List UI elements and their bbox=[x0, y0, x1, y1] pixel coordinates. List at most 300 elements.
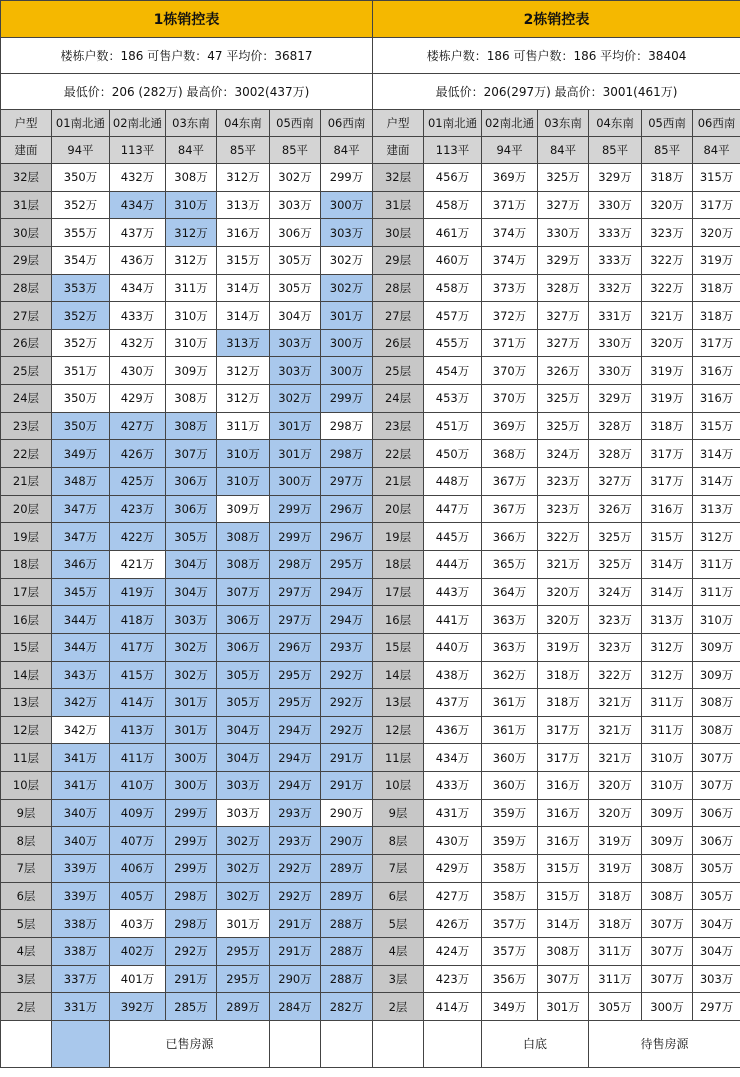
b2-price-cell: 454万 bbox=[424, 357, 482, 385]
b2-price-cell: 321万 bbox=[642, 302, 693, 330]
b1-price-cell: 331万 bbox=[52, 993, 110, 1021]
b2-price-cell: 358万 bbox=[482, 855, 538, 883]
b1-price-cell: 284万 bbox=[270, 993, 321, 1021]
b1-price-cell: 305万 bbox=[270, 246, 321, 274]
b1-price-cell: 301万 bbox=[217, 910, 270, 938]
b2-price-cell: 331万 bbox=[589, 302, 642, 330]
b2-price-cell: 318万 bbox=[693, 302, 740, 330]
floor-row bbox=[1, 827, 740, 855]
b2-price-cell: 319万 bbox=[642, 357, 693, 385]
b1-price-cell: 417万 bbox=[110, 633, 166, 661]
floor-label: 17层 bbox=[1, 578, 52, 606]
b1-price-cell: 303万 bbox=[270, 329, 321, 357]
b1-price-cell: 294万 bbox=[321, 578, 373, 606]
b1-price-cell: 415万 bbox=[110, 661, 166, 689]
floor-label: 18层 bbox=[373, 550, 424, 578]
b2-price-cell: 321万 bbox=[589, 689, 642, 717]
b1-price-cell: 429万 bbox=[110, 385, 166, 413]
b2-price-cell: 317万 bbox=[642, 468, 693, 496]
b2-price-cell: 323万 bbox=[589, 633, 642, 661]
b2-price-cell: 320万 bbox=[642, 191, 693, 219]
b1-price-cell: 289万 bbox=[321, 882, 373, 910]
b1-price-cell: 340万 bbox=[52, 799, 110, 827]
b1-price-cell: 292万 bbox=[321, 689, 373, 717]
b1-price-cell: 350万 bbox=[52, 164, 110, 192]
b1-unit: 03东南 bbox=[166, 110, 217, 137]
floor-label: 18层 bbox=[1, 550, 52, 578]
b2-price-cell: 307万 bbox=[642, 937, 693, 965]
b1-price-cell: 312万 bbox=[217, 357, 270, 385]
b2-price-cell: 318万 bbox=[589, 910, 642, 938]
b2-price-cell: 321万 bbox=[589, 716, 642, 744]
b1-price-cell: 295万 bbox=[217, 965, 270, 993]
b1-price-cell: 310万 bbox=[217, 468, 270, 496]
b2-price-cell: 315万 bbox=[538, 855, 589, 883]
b1-price-cell: 347万 bbox=[52, 523, 110, 551]
b1-price-cell: 392万 bbox=[110, 993, 166, 1021]
floor-label: 19层 bbox=[373, 523, 424, 551]
floor-row bbox=[1, 440, 740, 468]
b1-price-cell: 314万 bbox=[217, 302, 270, 330]
floor-row bbox=[1, 799, 740, 827]
b2-price-cell: 359万 bbox=[482, 827, 538, 855]
floor-label: 21层 bbox=[373, 468, 424, 496]
b2-price-cell: 363万 bbox=[482, 606, 538, 634]
b1-price-cell: 302万 bbox=[321, 246, 373, 274]
b2-price-cell: 372万 bbox=[482, 302, 538, 330]
b2-price-cell: 373万 bbox=[482, 274, 538, 302]
b2-price-cell: 306万 bbox=[693, 827, 740, 855]
legend-white-label: 白底 bbox=[482, 1020, 589, 1067]
b2-price-cell: 365万 bbox=[482, 550, 538, 578]
b1-unit: 06西南 bbox=[321, 110, 373, 137]
legend-sold-swatch bbox=[52, 1020, 110, 1067]
b2-price-cell: 437万 bbox=[424, 689, 482, 717]
b1-price-cell: 410万 bbox=[110, 772, 166, 800]
b2-price-cell: 304万 bbox=[693, 937, 740, 965]
b2-price-cell: 320万 bbox=[642, 329, 693, 357]
b2-price-cell: 329万 bbox=[589, 385, 642, 413]
floor-label: 21层 bbox=[1, 468, 52, 496]
b1-price-cell: 434万 bbox=[110, 191, 166, 219]
b1-area: 84平 bbox=[166, 137, 217, 164]
b2-price-cell: 327万 bbox=[538, 329, 589, 357]
floor-label: 22层 bbox=[1, 440, 52, 468]
b1-price-cell: 350万 bbox=[52, 385, 110, 413]
b1-price-cell: 303万 bbox=[217, 799, 270, 827]
b1-price-cell: 304万 bbox=[217, 716, 270, 744]
b2-price-cell: 324万 bbox=[589, 578, 642, 606]
b2-price-cell: 325万 bbox=[538, 164, 589, 192]
floor-row bbox=[1, 855, 740, 883]
floor-row bbox=[1, 633, 740, 661]
b2-price-cell: 330万 bbox=[589, 329, 642, 357]
b2-price-cell: 308万 bbox=[642, 855, 693, 883]
b2-price-cell: 451万 bbox=[424, 412, 482, 440]
b1-price-cell: 310万 bbox=[166, 302, 217, 330]
b2-price-cell: 361万 bbox=[482, 689, 538, 717]
b2-price-cell: 426万 bbox=[424, 910, 482, 938]
floor-label: 14层 bbox=[373, 661, 424, 689]
floor-label: 8层 bbox=[373, 827, 424, 855]
floor-row bbox=[1, 965, 740, 993]
b1-price-cell: 401万 bbox=[110, 965, 166, 993]
b2-price-cell: 307万 bbox=[642, 965, 693, 993]
b2-price-cell: 307万 bbox=[642, 910, 693, 938]
floor-label: 8层 bbox=[1, 827, 52, 855]
floor-label: 26层 bbox=[1, 329, 52, 357]
b1-area: 85平 bbox=[217, 137, 270, 164]
area-label: 建面 bbox=[373, 137, 424, 164]
b1-price-cell: 296万 bbox=[270, 633, 321, 661]
b2-price-cell: 318万 bbox=[589, 882, 642, 910]
floor-label: 6层 bbox=[1, 882, 52, 910]
b1-price-cell: 291万 bbox=[321, 772, 373, 800]
b2-price-cell: 328万 bbox=[538, 274, 589, 302]
floor-label: 3层 bbox=[373, 965, 424, 993]
b1-price-cell: 301万 bbox=[270, 412, 321, 440]
b1-price-cell: 306万 bbox=[166, 468, 217, 496]
b1-price-cell: 300万 bbox=[166, 744, 217, 772]
b1-price-cell: 310万 bbox=[217, 440, 270, 468]
floor-row bbox=[1, 993, 740, 1021]
legend-sold-label: 已售房源 bbox=[110, 1020, 270, 1067]
b2-price-cell: 308万 bbox=[642, 882, 693, 910]
floor-label: 11层 bbox=[1, 744, 52, 772]
b2-price-cell: 327万 bbox=[538, 302, 589, 330]
floor-row bbox=[1, 910, 740, 938]
b2-price-cell: 325万 bbox=[589, 523, 642, 551]
building1-price-range: 最低价：206 (282万) 最高价：3002(437万) bbox=[1, 74, 373, 110]
b1-price-cell: 426万 bbox=[110, 440, 166, 468]
b1-price-cell: 315万 bbox=[217, 246, 270, 274]
b1-price-cell: 292万 bbox=[321, 716, 373, 744]
b2-price-cell: 431万 bbox=[424, 799, 482, 827]
legend-blank bbox=[1, 1020, 52, 1067]
b2-price-cell: 315万 bbox=[693, 164, 740, 192]
b1-price-cell: 316万 bbox=[217, 219, 270, 247]
floor-label: 24层 bbox=[373, 385, 424, 413]
b2-price-cell: 323万 bbox=[589, 606, 642, 634]
b1-price-cell: 346万 bbox=[52, 550, 110, 578]
b1-price-cell: 312万 bbox=[217, 164, 270, 192]
b1-price-cell: 285万 bbox=[166, 993, 217, 1021]
b1-price-cell: 312万 bbox=[217, 385, 270, 413]
b1-price-cell: 406万 bbox=[110, 855, 166, 883]
b1-price-cell: 355万 bbox=[52, 219, 110, 247]
b1-price-cell: 403万 bbox=[110, 910, 166, 938]
floor-row bbox=[1, 274, 740, 302]
b2-price-cell: 323万 bbox=[538, 495, 589, 523]
floor-row bbox=[1, 412, 740, 440]
b2-price-cell: 461万 bbox=[424, 219, 482, 247]
b1-price-cell: 299万 bbox=[270, 523, 321, 551]
b1-price-cell: 411万 bbox=[110, 744, 166, 772]
b2-price-cell: 314万 bbox=[642, 578, 693, 606]
b1-price-cell: 303万 bbox=[166, 606, 217, 634]
area-label: 建面 bbox=[1, 137, 52, 164]
b2-area: 85平 bbox=[642, 137, 693, 164]
b2-price-cell: 309万 bbox=[693, 633, 740, 661]
b1-price-cell: 338万 bbox=[52, 937, 110, 965]
floor-row bbox=[1, 329, 740, 357]
b1-price-cell: 303万 bbox=[270, 357, 321, 385]
b2-price-cell: 330万 bbox=[589, 191, 642, 219]
b2-price-cell: 311万 bbox=[693, 550, 740, 578]
b2-price-cell: 325万 bbox=[538, 412, 589, 440]
legend-row bbox=[1, 1020, 740, 1067]
b1-price-cell: 308万 bbox=[217, 550, 270, 578]
b2-price-cell: 323万 bbox=[538, 468, 589, 496]
building1-summary: 楼栋户数：186 可售户数：47 平均价：36817 bbox=[1, 38, 373, 74]
b1-price-cell: 302万 bbox=[270, 385, 321, 413]
b1-price-cell: 350万 bbox=[52, 412, 110, 440]
b1-price-cell: 304万 bbox=[166, 550, 217, 578]
b1-price-cell: 423万 bbox=[110, 495, 166, 523]
b1-price-cell: 314万 bbox=[217, 274, 270, 302]
floor-row bbox=[1, 716, 740, 744]
b2-price-cell: 314万 bbox=[693, 468, 740, 496]
floor-label: 31层 bbox=[1, 191, 52, 219]
floor-label: 15层 bbox=[373, 633, 424, 661]
b2-price-cell: 453万 bbox=[424, 385, 482, 413]
b2-price-cell: 374万 bbox=[482, 219, 538, 247]
b1-price-cell: 342万 bbox=[52, 689, 110, 717]
unit-type-label: 户型 bbox=[1, 110, 52, 137]
b1-area: 94平 bbox=[52, 137, 110, 164]
b2-price-cell: 443万 bbox=[424, 578, 482, 606]
floor-label: 24层 bbox=[1, 385, 52, 413]
b2-price-cell: 369万 bbox=[482, 412, 538, 440]
b1-price-cell: 308万 bbox=[217, 523, 270, 551]
b1-price-cell: 302万 bbox=[166, 633, 217, 661]
b1-price-cell: 295万 bbox=[321, 550, 373, 578]
b1-price-cell: 295万 bbox=[270, 689, 321, 717]
floor-row bbox=[1, 385, 740, 413]
b2-price-cell: 319万 bbox=[589, 855, 642, 883]
b1-area: 85平 bbox=[270, 137, 321, 164]
b1-price-cell: 419万 bbox=[110, 578, 166, 606]
b1-price-cell: 303万 bbox=[217, 772, 270, 800]
b1-price-cell: 433万 bbox=[110, 302, 166, 330]
b2-area: 113平 bbox=[424, 137, 482, 164]
b1-price-cell: 290万 bbox=[270, 965, 321, 993]
building2-price-range: 最低价：206(297万) 最高价：3001(461万) bbox=[373, 74, 740, 110]
floor-label: 4层 bbox=[1, 937, 52, 965]
b1-price-cell: 351万 bbox=[52, 357, 110, 385]
floor-label: 12层 bbox=[373, 716, 424, 744]
b1-price-cell: 292万 bbox=[166, 937, 217, 965]
b2-price-cell: 316万 bbox=[538, 799, 589, 827]
floor-row bbox=[1, 661, 740, 689]
b2-price-cell: 457万 bbox=[424, 302, 482, 330]
b2-price-cell: 440万 bbox=[424, 633, 482, 661]
b2-price-cell: 316万 bbox=[538, 827, 589, 855]
b1-price-cell: 354万 bbox=[52, 246, 110, 274]
b2-price-cell: 320万 bbox=[693, 219, 740, 247]
b2-price-cell: 307万 bbox=[693, 772, 740, 800]
b2-price-cell: 329万 bbox=[589, 164, 642, 192]
b2-price-cell: 301万 bbox=[538, 993, 589, 1021]
b1-price-cell: 307万 bbox=[166, 440, 217, 468]
b2-price-cell: 307万 bbox=[693, 744, 740, 772]
floor-label: 32层 bbox=[1, 164, 52, 192]
b2-price-cell: 316万 bbox=[693, 385, 740, 413]
floor-label: 13层 bbox=[1, 689, 52, 717]
b1-price-cell: 308万 bbox=[166, 164, 217, 192]
building2-summary: 楼栋户数：186 可售户数：186 平均价：38404 bbox=[373, 38, 740, 74]
floor-row bbox=[1, 357, 740, 385]
b2-price-cell: 309万 bbox=[642, 799, 693, 827]
b2-price-cell: 312万 bbox=[693, 523, 740, 551]
b1-price-cell: 337万 bbox=[52, 965, 110, 993]
b2-price-cell: 303万 bbox=[693, 965, 740, 993]
b2-price-cell: 360万 bbox=[482, 744, 538, 772]
b1-price-cell: 306万 bbox=[217, 633, 270, 661]
b2-price-cell: 308万 bbox=[538, 937, 589, 965]
floor-row bbox=[1, 882, 740, 910]
b1-price-cell: 304万 bbox=[166, 578, 217, 606]
b2-price-cell: 318万 bbox=[538, 689, 589, 717]
b2-price-cell: 362万 bbox=[482, 661, 538, 689]
floor-label: 2层 bbox=[1, 993, 52, 1021]
b1-price-cell: 299万 bbox=[321, 385, 373, 413]
b2-price-cell: 460万 bbox=[424, 246, 482, 274]
b2-price-cell: 309万 bbox=[693, 661, 740, 689]
b1-price-cell: 303万 bbox=[321, 219, 373, 247]
b2-price-cell: 427万 bbox=[424, 882, 482, 910]
b2-price-cell: 358万 bbox=[482, 882, 538, 910]
b2-price-cell: 367万 bbox=[482, 468, 538, 496]
floor-row bbox=[1, 523, 740, 551]
b2-price-cell: 300万 bbox=[642, 993, 693, 1021]
b2-price-cell: 304万 bbox=[693, 910, 740, 938]
b2-price-cell: 414万 bbox=[424, 993, 482, 1021]
b2-price-cell: 450万 bbox=[424, 440, 482, 468]
floor-label: 23层 bbox=[373, 412, 424, 440]
b1-price-cell: 312万 bbox=[166, 246, 217, 274]
b1-price-cell: 304万 bbox=[217, 744, 270, 772]
b2-price-cell: 326万 bbox=[589, 495, 642, 523]
b1-price-cell: 339万 bbox=[52, 882, 110, 910]
b1-price-cell: 310万 bbox=[166, 329, 217, 357]
b2-price-cell: 326万 bbox=[538, 357, 589, 385]
b2-price-cell: 328万 bbox=[589, 412, 642, 440]
floor-label: 11层 bbox=[373, 744, 424, 772]
b2-price-cell: 315万 bbox=[642, 523, 693, 551]
b2-price-cell: 364万 bbox=[482, 578, 538, 606]
b1-price-cell: 302万 bbox=[321, 274, 373, 302]
b1-price-cell: 297万 bbox=[270, 578, 321, 606]
b2-price-cell: 356万 bbox=[482, 965, 538, 993]
b2-price-cell: 357万 bbox=[482, 937, 538, 965]
b1-price-cell: 413万 bbox=[110, 716, 166, 744]
b1-price-cell: 311万 bbox=[166, 274, 217, 302]
b2-price-cell: 320万 bbox=[538, 606, 589, 634]
b2-price-cell: 318万 bbox=[693, 274, 740, 302]
b2-price-cell: 327万 bbox=[589, 468, 642, 496]
b1-price-cell: 291万 bbox=[321, 744, 373, 772]
floor-row bbox=[1, 689, 740, 717]
b2-area: 84平 bbox=[538, 137, 589, 164]
b2-price-cell: 319万 bbox=[693, 246, 740, 274]
b2-price-cell: 327万 bbox=[538, 191, 589, 219]
b1-price-cell: 344万 bbox=[52, 606, 110, 634]
floor-row bbox=[1, 578, 740, 606]
b2-unit: 06西南 bbox=[693, 110, 740, 137]
b1-price-cell: 436万 bbox=[110, 246, 166, 274]
b2-price-cell: 311万 bbox=[693, 578, 740, 606]
b2-price-cell: 322万 bbox=[642, 246, 693, 274]
b2-price-cell: 434万 bbox=[424, 744, 482, 772]
floor-label: 26层 bbox=[373, 329, 424, 357]
b2-price-cell: 328万 bbox=[589, 440, 642, 468]
floor-row bbox=[1, 744, 740, 772]
b1-price-cell: 341万 bbox=[52, 772, 110, 800]
floor-label: 16层 bbox=[373, 606, 424, 634]
b1-price-cell: 298万 bbox=[321, 440, 373, 468]
b2-price-cell: 458万 bbox=[424, 191, 482, 219]
b1-price-cell: 289万 bbox=[321, 855, 373, 883]
b2-price-cell: 360万 bbox=[482, 772, 538, 800]
b2-price-cell: 317万 bbox=[693, 191, 740, 219]
b2-price-cell: 448万 bbox=[424, 468, 482, 496]
floor-label: 15层 bbox=[1, 633, 52, 661]
b1-price-cell: 291万 bbox=[166, 965, 217, 993]
b1-price-cell: 302万 bbox=[217, 827, 270, 855]
b1-price-cell: 300万 bbox=[166, 772, 217, 800]
b1-price-cell: 422万 bbox=[110, 523, 166, 551]
b1-price-cell: 288万 bbox=[321, 910, 373, 938]
b2-price-cell: 330万 bbox=[538, 219, 589, 247]
b2-price-cell: 297万 bbox=[693, 993, 740, 1021]
b2-price-cell: 310万 bbox=[642, 772, 693, 800]
b2-price-cell: 319万 bbox=[642, 385, 693, 413]
floor-label: 16层 bbox=[1, 606, 52, 634]
floor-label: 10层 bbox=[373, 772, 424, 800]
b2-price-cell: 317万 bbox=[693, 329, 740, 357]
b2-price-cell: 308万 bbox=[693, 689, 740, 717]
b1-price-cell: 305万 bbox=[270, 274, 321, 302]
b2-price-cell: 321万 bbox=[589, 744, 642, 772]
b1-price-cell: 352万 bbox=[52, 302, 110, 330]
b1-price-cell: 300万 bbox=[270, 468, 321, 496]
b1-price-cell: 304万 bbox=[270, 302, 321, 330]
b2-price-cell: 315万 bbox=[538, 882, 589, 910]
b1-price-cell: 305万 bbox=[217, 689, 270, 717]
b1-price-cell: 307万 bbox=[217, 578, 270, 606]
legend-blank bbox=[424, 1020, 482, 1067]
b1-price-cell: 289万 bbox=[217, 993, 270, 1021]
floor-label: 9层 bbox=[1, 799, 52, 827]
b1-price-cell: 421万 bbox=[110, 550, 166, 578]
b1-price-cell: 282万 bbox=[321, 993, 373, 1021]
floor-row bbox=[1, 495, 740, 523]
b1-price-cell: 299万 bbox=[166, 855, 217, 883]
b2-price-cell: 314万 bbox=[538, 910, 589, 938]
b1-price-cell: 409万 bbox=[110, 799, 166, 827]
floor-label: 28层 bbox=[373, 274, 424, 302]
floor-label: 7层 bbox=[373, 855, 424, 883]
b2-price-cell: 316万 bbox=[538, 772, 589, 800]
b2-price-cell: 424万 bbox=[424, 937, 482, 965]
legend-pending-label: 待售房源 bbox=[589, 1020, 740, 1067]
b2-price-cell: 423万 bbox=[424, 965, 482, 993]
b2-price-cell: 311万 bbox=[589, 965, 642, 993]
b1-price-cell: 352万 bbox=[52, 191, 110, 219]
b1-price-cell: 348万 bbox=[52, 468, 110, 496]
b1-price-cell: 405万 bbox=[110, 882, 166, 910]
